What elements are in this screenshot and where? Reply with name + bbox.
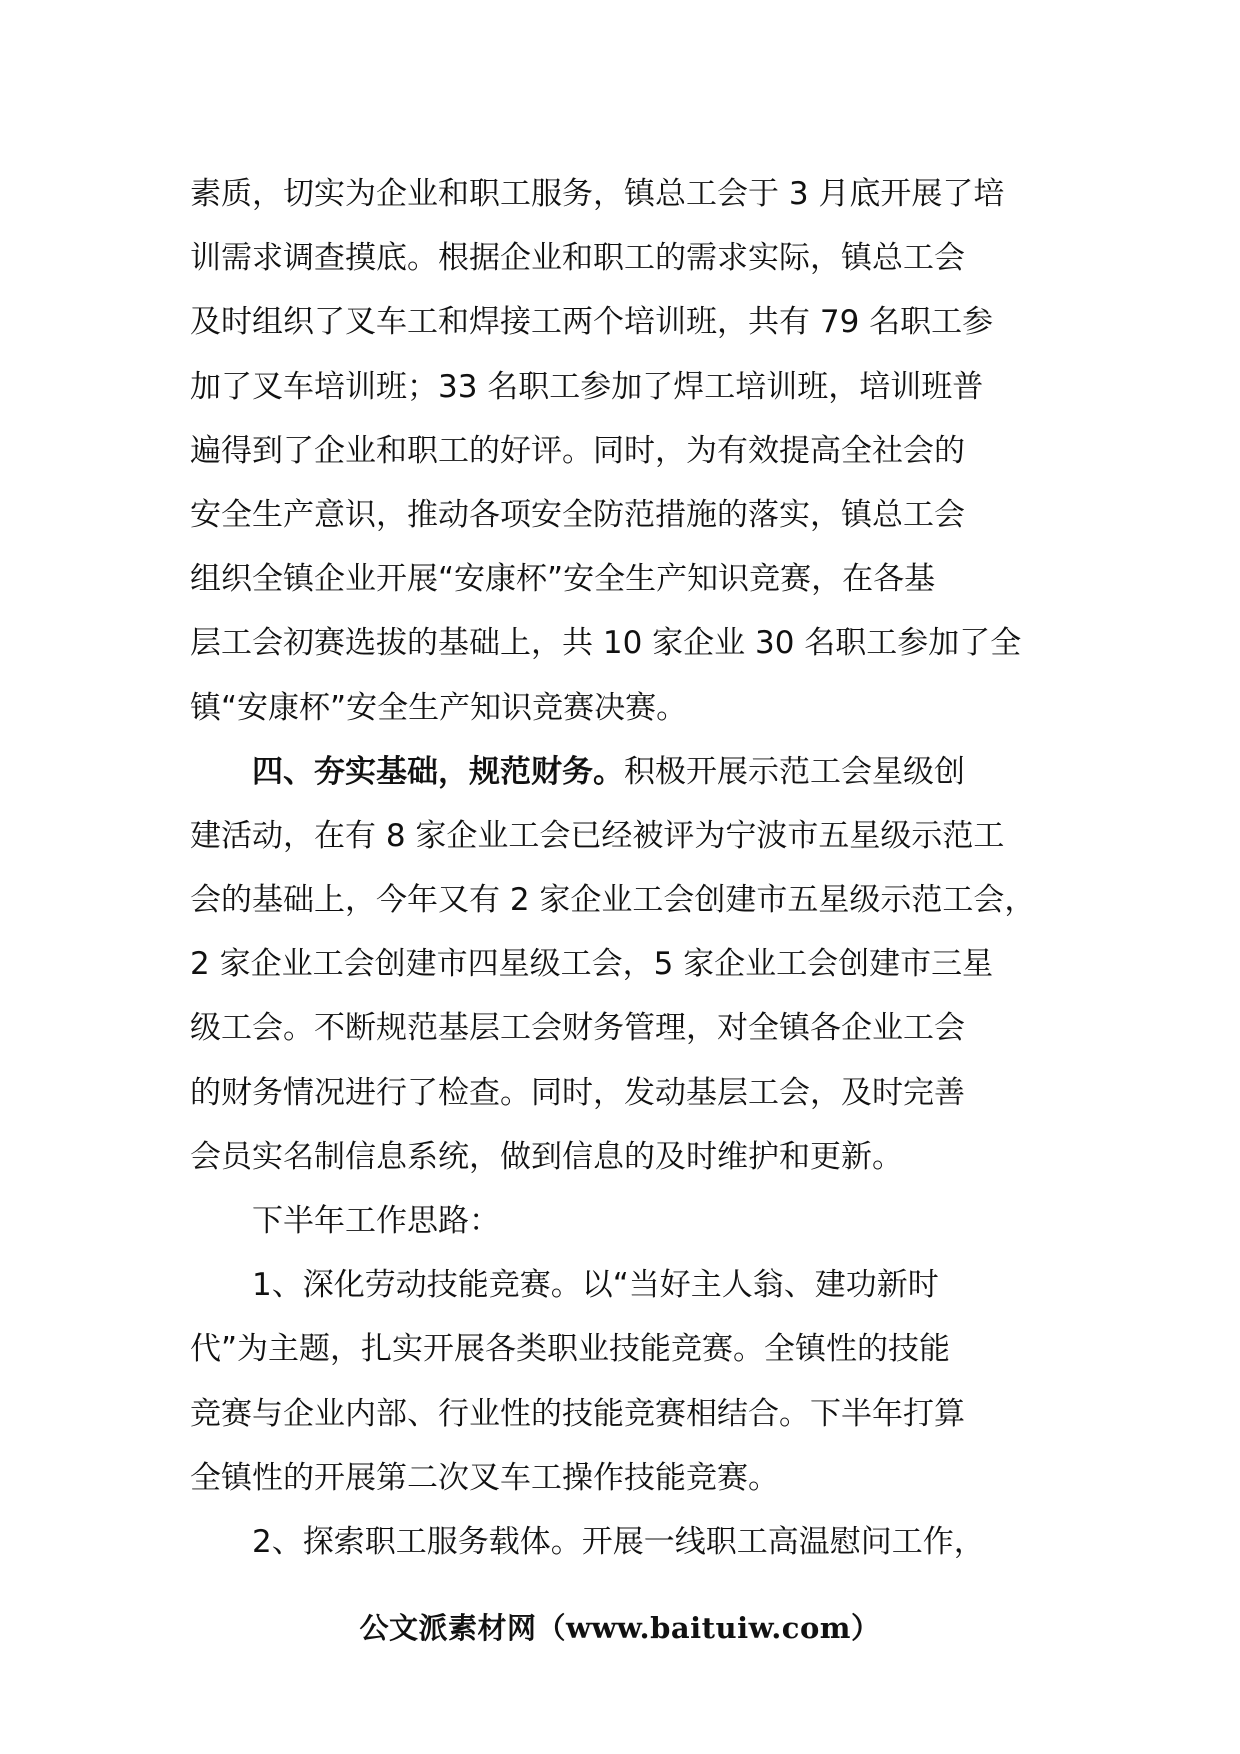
- text-line: 2 家企业工会创建市四星级工会，5 家企业工会创建市三星: [190, 946, 994, 983]
- text-line: 会的基础上，今年又有 2 家企业工会创建市五星级示范工会，: [190, 882, 1036, 919]
- text-line: 会员实名制信息系统，做到信息的及时维护和更新。: [190, 1138, 903, 1175]
- plan-heading: 下半年工作思路：: [252, 1203, 500, 1239]
- section-4-first-text: 积极开展示范工会星级创: [624, 753, 965, 790]
- text-line: 素质，切实为企业和职工服务，镇总工会于 3 月底开展了培: [190, 176, 1005, 212]
- text-line: 级工会。不断规范基层工会财务管理，对全镇各企业工会: [190, 1010, 965, 1047]
- text-line: 全镇性的开展第二次叉车工操作技能竞赛。: [190, 1459, 779, 1496]
- text-line: 代”为主题，扎实开展各类职业技能竞赛。全镇性的技能: [190, 1331, 951, 1368]
- text-line: 训需求调查摸底。根据企业和职工的需求实际，镇总工会: [190, 240, 965, 277]
- paragraph-plan-heading: [190, 1189, 1060, 1253]
- footer-watermark: 公文派素材网（www.baituiw.com）: [359, 1611, 881, 1645]
- section-4-heading: 四、夯实基础，规范财务。: [252, 753, 624, 790]
- paragraph-item-2: [190, 1510, 1060, 1574]
- text-line: 镇“安康杯”安全生产知识竞赛决赛。: [190, 689, 688, 726]
- paragraph-training: [190, 162, 1060, 740]
- text-line: 组织全镇企业开展“安康杯”安全生产知识竞赛，在各基: [190, 561, 936, 598]
- paragraph-item-1: [190, 1253, 1060, 1510]
- text-line: 2、探索职工服务载体。开展一线职工高温慰问工作，: [252, 1523, 985, 1560]
- text-line: 遍得到了企业和职工的好评。同时，为有效提高全社会的: [190, 432, 965, 469]
- text-line: 层工会初赛选拔的基础上，共 10 家企业 30 名职工参加了全: [190, 625, 1022, 662]
- text-line: 竞赛与企业内部、行业性的技能竞赛相结合。下半年打算: [190, 1395, 965, 1432]
- paragraph-section-4: [190, 740, 1060, 1189]
- document-body: [190, 162, 1060, 1574]
- text-line: 加了叉车培训班；33 名职工参加了焊工培训班，培训班普: [190, 368, 984, 405]
- text-line: 安全生产意识，推动各项安全防范措施的落实，镇总工会: [190, 496, 965, 533]
- text-line: 及时组织了叉车工和焊接工两个培训班，共有 79 名职工参: [190, 304, 994, 341]
- text-line: 1、深化劳动技能竞赛。以“当好主人翁、建功新时: [252, 1267, 939, 1304]
- text-line: 建活动，在有 8 家企业工会已经被评为宁波市五星级示范工: [190, 817, 1005, 854]
- section-4-first-line: [190, 740, 1060, 804]
- text-line: 的财务情况进行了检查。同时，发动基层工会，及时完善: [190, 1074, 965, 1111]
